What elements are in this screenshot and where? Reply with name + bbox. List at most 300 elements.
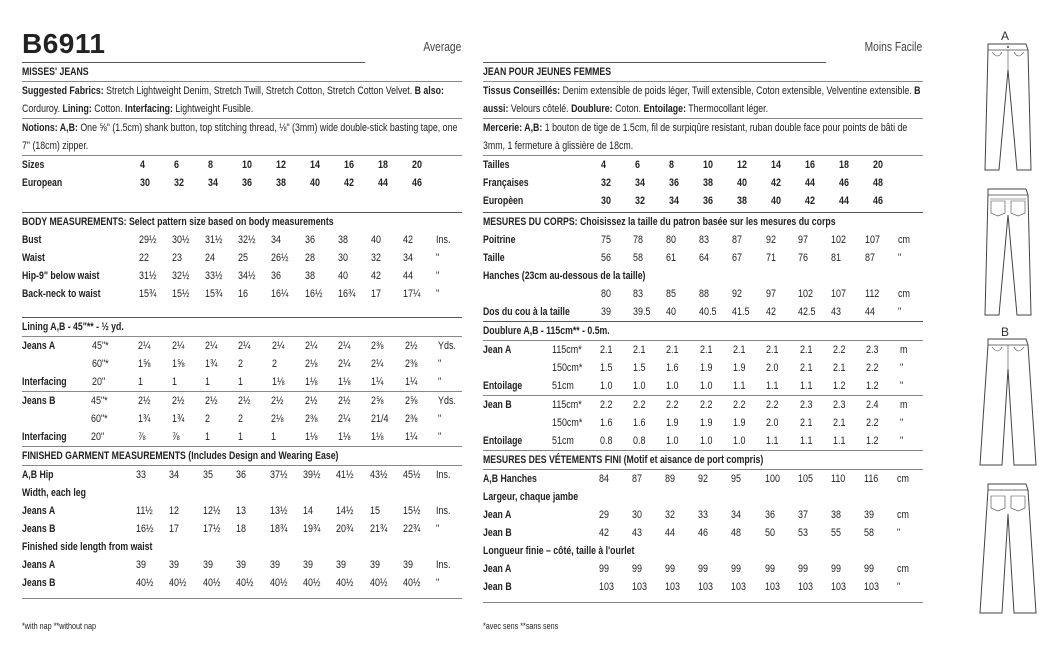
yardage-row (483, 341, 923, 359)
size-value: 48 (873, 177, 883, 189)
yardage-value: 2 (238, 358, 244, 370)
measure-value: 40½ (169, 577, 187, 589)
lining-text: Cotton. (94, 103, 123, 115)
measure-value: 39.5 (633, 306, 651, 318)
measure-value: 89 (664, 473, 675, 485)
measure-value: 38 (304, 270, 315, 282)
measure-value: 22 (138, 252, 149, 264)
yardage-value: 1¾ (138, 413, 151, 425)
size-value: 6 (635, 159, 640, 171)
notions-text: One ⅝" (1.5cm) shank button, top stitching thread, ⅛" (3mm) wide double-stick basting tape, one 7" (18cm) zipper. (22, 122, 458, 152)
measure-value: 36 (271, 270, 282, 282)
measure-value: 39 (236, 559, 247, 571)
row-label: Jean B (483, 399, 512, 411)
yardage-value: 2.2 (866, 417, 879, 429)
yardage-value: 1.1 (832, 435, 846, 447)
measure-value: 92 (765, 234, 776, 246)
yardage-value: ⅞ (138, 431, 146, 443)
yardage-value: 2.3 (799, 399, 813, 411)
yardage-value: 2.1 (766, 344, 779, 356)
measure-value: 76 (798, 252, 809, 264)
measure-value: 44 (864, 306, 875, 318)
difficulty-level-fr: Moins Facile (864, 40, 922, 54)
measure-value: 46 (698, 527, 709, 539)
measure-value: 39 (202, 559, 213, 571)
measure-value: 38 (337, 234, 348, 246)
yardage-value: 2.2 (699, 399, 713, 411)
finished-row (22, 538, 462, 556)
size-value: 42 (771, 177, 781, 189)
interfacing-text: Thermocollant léger. (688, 103, 769, 115)
jeans-a-back-sketch (978, 185, 1038, 320)
measure-value: 85 (666, 288, 677, 300)
measure-value: 29 (598, 509, 609, 521)
measure-value: 15½ (402, 505, 421, 517)
measure-value: 15¾ (205, 288, 223, 300)
yardage-value: 1 (171, 376, 177, 388)
measure-value: 40½ (269, 577, 287, 589)
yardage-row (22, 410, 462, 428)
measure-value: 78 (633, 234, 644, 246)
unit: " (436, 523, 440, 535)
yardage-value: 1.9 (666, 417, 679, 429)
measure-value: 24 (205, 252, 216, 264)
notions-label: Mercerie: A,B: (483, 122, 543, 134)
unit: " (897, 581, 901, 593)
unit: " (436, 577, 440, 589)
unit: cm (897, 234, 910, 246)
yardage-value: 21/4 (371, 413, 389, 425)
measure-value: 87 (631, 473, 642, 485)
finished-measurements-table (22, 466, 462, 592)
measure-value: 48 (731, 527, 742, 539)
yardage-value: 2⅜ (304, 413, 318, 425)
yardage-value: 2½ (271, 395, 284, 407)
body-row (483, 267, 923, 285)
measure-value: 15½ (171, 288, 190, 300)
measure-value: 80 (600, 288, 611, 300)
measure-value: 12 (169, 505, 180, 517)
measure-value: 103 (598, 581, 614, 593)
yardage-row (483, 359, 923, 377)
unit: " (436, 270, 440, 282)
yardage-value: 2⅛ (271, 413, 284, 425)
yardage-value: 2.2 (599, 399, 613, 411)
yardage-value: 1.2 (866, 435, 879, 447)
finished-row (22, 556, 462, 574)
measure-value: 40 (337, 270, 348, 282)
measure-value: 19¾ (302, 523, 321, 535)
lining-title: Lining A,B - 45"** - ½ yd. (22, 321, 124, 333)
yardage-value: 2.2 (666, 399, 679, 411)
measure-value: 32 (664, 509, 675, 521)
yardage-value: 1.0 (666, 435, 679, 447)
fabric-width: 60"* (91, 413, 109, 425)
jeans-a-front-sketch (978, 40, 1038, 175)
measure-value: 99 (664, 563, 675, 575)
yardage-value: 1.0 (699, 380, 713, 392)
footnote-fr: *avec sens **sans sens (483, 621, 559, 631)
row-label: Françaises (483, 177, 529, 189)
unit: " (897, 527, 901, 539)
size-value: 34 (669, 195, 679, 207)
unit: Ins. (436, 559, 451, 571)
yardage-value: 2.4 (866, 399, 879, 411)
measure-value: 92 (698, 473, 709, 485)
row-label: Taille (483, 252, 505, 264)
measure-value: 50 (764, 527, 775, 539)
yardage-value: 2¼ (138, 340, 151, 352)
measure-value: 99 (631, 563, 642, 575)
yardage-value: 1.0 (666, 380, 679, 392)
yardage-value: 2 (271, 358, 277, 370)
yardage-value: 2 (238, 413, 244, 425)
yardage-value: 2½ (204, 395, 218, 407)
lining-label: Doublure: (571, 103, 613, 115)
yardage-value: 2.1 (832, 362, 846, 374)
unit: " (899, 435, 903, 447)
measure-value: 40½ (336, 577, 354, 589)
row-label: Hanches (23cm au-dessous de la taille) (483, 270, 646, 282)
measure-value: 39 (169, 559, 180, 571)
yardage-value: 1 (238, 376, 244, 388)
yardage-value: 2 (204, 413, 210, 425)
measure-value: 22¾ (402, 523, 421, 535)
measure-value: 41½ (336, 469, 354, 481)
view-letter-a: A (1001, 29, 1010, 43)
finished-row (22, 574, 462, 592)
size-value: 10 (703, 159, 713, 171)
size-value: 40 (771, 195, 781, 207)
yardage-value: 2.1 (599, 344, 613, 356)
yardage-value: 1 (204, 431, 210, 443)
row-label: Tailles (483, 159, 510, 171)
measure-value: 61 (666, 252, 677, 264)
yardage-value: 1⅛ (371, 431, 384, 443)
yardage-value: 1.1 (799, 435, 813, 447)
row-label: Jeans B (22, 577, 56, 589)
measure-value: 103 (731, 581, 747, 593)
row-label: Entoilage (483, 435, 523, 447)
yardage-value: 1¼ (404, 376, 418, 388)
unit: " (899, 380, 903, 392)
size-value: 36 (242, 177, 252, 189)
measure-value: 83 (699, 234, 710, 246)
row-label: European (22, 177, 63, 189)
measure-value: 39 (600, 306, 611, 318)
yardage-row (22, 337, 462, 355)
measure-value: 16½ (304, 288, 322, 300)
measure-value: 99 (764, 563, 775, 575)
measure-value: 42 (598, 527, 609, 539)
row-label: Finished side length from waist (22, 541, 153, 553)
fabrics-b-label: B aussi: (483, 85, 921, 115)
measure-value: 42 (370, 270, 381, 282)
measure-value: 99 (831, 563, 842, 575)
measure-value: 95 (731, 473, 742, 485)
yardage-value: 0.8 (633, 435, 646, 447)
footnote-en: *with nap **without nap (22, 621, 97, 631)
measure-value: 99 (731, 563, 742, 575)
yardage-value: 1¼ (371, 376, 384, 388)
finished-row (22, 466, 462, 484)
measure-value: 11½ (136, 505, 153, 517)
measure-value: 103 (797, 581, 813, 593)
measure-value: 31½ (205, 234, 223, 246)
yardage-value: 2½ (404, 340, 418, 352)
measure-value: 58 (864, 527, 875, 539)
yardage-value: 1⅛ (304, 376, 318, 388)
size-value: 18 (839, 159, 849, 171)
measure-value: 99 (864, 563, 875, 575)
yardage-value: 1.6 (666, 362, 679, 374)
measure-value: 21¾ (369, 523, 388, 535)
measure-value: 18 (236, 523, 247, 535)
measure-value: 83 (633, 288, 644, 300)
measure-value: 103 (764, 581, 780, 593)
body-row (483, 303, 923, 321)
finished-row (483, 506, 923, 524)
size-value: 40 (310, 177, 320, 189)
fabric-width: 20" (91, 431, 105, 443)
row-label: Entoilage (483, 380, 523, 392)
yardage-value: 2.3 (832, 399, 846, 411)
unit: " (899, 417, 903, 429)
measure-value: 39 (136, 559, 147, 571)
row-label: Interfacing (22, 431, 67, 443)
measure-value: 17 (169, 523, 180, 535)
measure-value: 40½ (136, 577, 154, 589)
measure-value: 42 (765, 306, 776, 318)
size-value: 36 (669, 177, 679, 189)
measure-value: 103 (664, 581, 680, 593)
measure-value: 64 (699, 252, 710, 264)
yardage-table (22, 392, 462, 446)
yardage-value: 2¼ (171, 340, 185, 352)
size-value: 8 (208, 159, 213, 171)
measure-value: 41.5 (732, 306, 750, 318)
fabric-width: 20" (91, 376, 105, 388)
section-title: JEAN POUR JEUNES FEMMES (483, 62, 826, 81)
yardage-value: 2⅛ (304, 358, 318, 370)
measure-value: 15 (369, 505, 380, 517)
unit: Ins. (436, 234, 451, 246)
yardage-value: 1.5 (599, 362, 613, 374)
row-label: Width, each leg (22, 487, 86, 499)
measure-value: 99 (797, 563, 808, 575)
difficulty-level-en: Average (422, 40, 461, 54)
unit: Yds. (438, 395, 456, 407)
measure-value: 16 (238, 288, 249, 300)
yardage-value: 2¼ (304, 340, 318, 352)
yardage-value: 1 (271, 431, 277, 443)
yardage-value: 2.2 (633, 399, 646, 411)
measure-value: 37½ (269, 469, 287, 481)
measure-value: 32 (370, 252, 381, 264)
measure-value: 45½ (402, 469, 421, 481)
row-label: Bust (22, 234, 42, 246)
size-value: 4 (140, 159, 145, 171)
row-label: Jean B (483, 581, 512, 593)
fabrics-text: Denim extensible de poids léger, Twill extensible, Coton extensible, Velventine extensible. (562, 85, 912, 97)
size-value: 38 (737, 195, 747, 207)
measure-value: 42 (403, 234, 414, 246)
yardage-table (483, 341, 923, 395)
yardage-value: 2⅜ (404, 413, 418, 425)
yardage-value: 2½ (138, 395, 151, 407)
measure-value: 58 (633, 252, 644, 264)
interfacing-text: Lightweight Fusible. (175, 103, 254, 115)
yardage-value: 2¼ (238, 340, 251, 352)
unit: Yds. (437, 340, 456, 352)
fabrics-label: Tissus Conseillés: (483, 85, 561, 97)
measure-value: 55 (831, 527, 842, 539)
measure-value: 31½ (138, 270, 157, 282)
row-label: Jean A (483, 509, 512, 521)
yardage-value: 1.1 (766, 380, 779, 392)
yardage-value: 1.9 (733, 417, 746, 429)
unit: cm (897, 509, 910, 521)
measure-value: 17 (370, 288, 381, 300)
measure-value: 87 (864, 252, 875, 264)
measure-value: 44 (403, 270, 414, 282)
measure-value: 105 (797, 473, 813, 485)
view-letter-b: B (1001, 325, 1010, 339)
yardage-value: 1¾ (171, 413, 185, 425)
yardage-table (483, 396, 923, 450)
yardage-value: 1⅛ (337, 431, 351, 443)
measure-value: 34 (731, 509, 742, 521)
yardage-value: 1⅝ (138, 358, 151, 370)
body-measurements-table (22, 231, 462, 303)
measure-value: 87 (732, 234, 743, 246)
yardage-value: 0.8 (599, 435, 613, 447)
measure-value: 34 (169, 469, 180, 481)
row-label: Jean A (483, 344, 512, 356)
row-label: Jean A (483, 563, 512, 575)
row-label: Jeans A (22, 559, 56, 571)
unit: " (436, 288, 440, 300)
body-measurements-title: MESURES DU CORPS: Choisissez la taille du patron basée sur les mesures du corps (483, 216, 836, 228)
yardage-value: 2.1 (832, 417, 846, 429)
interfacing-label: Interfacing: (125, 103, 173, 115)
size-value: 20 (873, 159, 883, 171)
yardage-value: 2½ (238, 395, 251, 407)
measure-value: 33½ (205, 270, 223, 282)
size-value: 44 (839, 195, 849, 207)
english-column (22, 62, 462, 599)
yardage-value: 2.1 (799, 344, 813, 356)
row-label: Interfacing (22, 376, 67, 388)
unit: " (897, 252, 901, 264)
measure-value: 103 (631, 581, 647, 593)
yardage-table (22, 337, 462, 391)
measure-value: 26½ (271, 252, 289, 264)
measure-value: 36 (236, 469, 247, 481)
size-value: 8 (669, 159, 674, 171)
size-value: 46 (412, 177, 422, 189)
yardage-value: 2⅜ (404, 358, 418, 370)
yardage-row (483, 377, 923, 395)
size-value: 42 (805, 195, 815, 207)
finished-row (22, 520, 462, 538)
row-label: Back-neck to waist (22, 288, 101, 300)
finished-row (483, 560, 923, 578)
notions (483, 119, 923, 155)
yardage-value: 2¼ (337, 413, 351, 425)
measure-value: 99 (698, 563, 709, 575)
measure-value: 84 (598, 473, 609, 485)
yardage-value: 2.2 (866, 362, 879, 374)
yardage-value: 1¼ (404, 431, 418, 443)
measure-value: 40½ (402, 577, 421, 589)
row-label: Largeur, chaque jambe (483, 491, 579, 503)
notions-label: Notions: A,B: (22, 122, 78, 134)
measure-value: 32½ (238, 234, 256, 246)
yardage-row (22, 373, 462, 391)
measure-value: 18¾ (269, 523, 287, 535)
section-title: MISSES' JEANS (22, 62, 365, 81)
row-label: Jean B (483, 527, 512, 539)
size-value: 12 (737, 159, 747, 171)
row-label: Jeans B (22, 523, 56, 535)
measure-value: 112 (864, 288, 879, 300)
finished-row (22, 502, 462, 520)
fabrics-label: Suggested Fabrics: (22, 85, 104, 97)
yardage-value: 1.0 (633, 380, 646, 392)
size-value: 18 (378, 159, 388, 171)
yardage-value: 1.6 (633, 417, 646, 429)
measure-value: 40½ (236, 577, 254, 589)
sizes-row (22, 174, 446, 192)
measure-value: 38 (831, 509, 842, 521)
yardage-value: 2⅜ (371, 340, 384, 352)
size-value: 12 (276, 159, 286, 171)
measure-value: 42.5 (798, 306, 816, 318)
yardage-value: 1⅛ (338, 376, 351, 388)
french-column (483, 62, 923, 603)
yardage-value: 2¼ (338, 340, 351, 352)
measure-value: 53 (797, 527, 808, 539)
unit: m (899, 399, 907, 411)
measure-value: 14 (302, 505, 313, 517)
pattern-code: B6911 (22, 28, 106, 59)
measure-value: 40 (370, 234, 381, 246)
measure-value: 16¼ (271, 288, 289, 300)
measure-value: 36 (304, 234, 315, 246)
suggested-fabrics (22, 82, 462, 118)
size-value: 42 (344, 177, 354, 189)
yardage-value: 2.1 (666, 344, 679, 356)
measure-value: 39 (369, 559, 380, 571)
yardage-value: 2.3 (866, 344, 879, 356)
yardage-row (483, 432, 923, 450)
yardage-value: 1⅛ (271, 376, 285, 388)
measure-value: 20¾ (336, 523, 354, 535)
measure-value: 34½ (238, 270, 256, 282)
size-value: 32 (635, 195, 645, 207)
measure-value: 39 (336, 559, 347, 571)
unit: " (897, 306, 901, 318)
size-value: 36 (703, 195, 713, 207)
measure-value: 40 (666, 306, 677, 318)
yardage-value: 2⅝ (404, 395, 418, 407)
measure-value: 100 (764, 473, 780, 485)
yardage-value: 1.2 (832, 380, 846, 392)
yardage-value: 2.1 (733, 344, 746, 356)
body-row (22, 249, 462, 267)
yardage-value: 2½ (171, 395, 185, 407)
